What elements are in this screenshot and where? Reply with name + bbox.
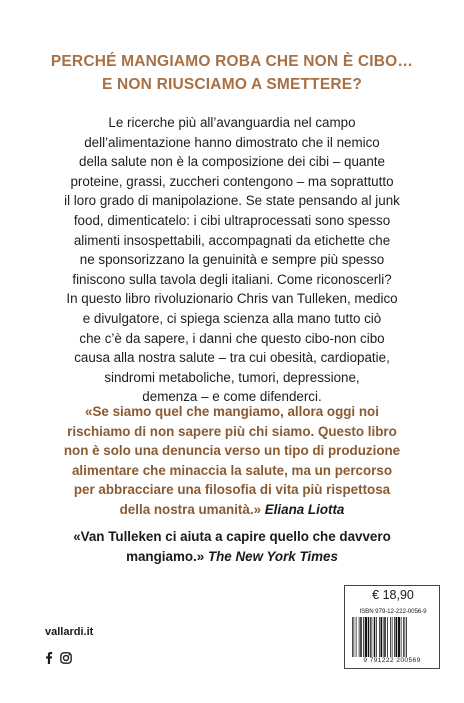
headline-line-1: PERCHÉ MANGIAMO ROBA CHE NON È CIBO… bbox=[50, 53, 414, 70]
quote-new-york-times bbox=[0, 527, 464, 566]
social-icons bbox=[45, 652, 72, 664]
quote-line-last bbox=[0, 547, 464, 567]
instagram-icon bbox=[60, 652, 72, 664]
quote-line: «Van Tulleken ci aiuta a capire quello che davvero bbox=[73, 529, 391, 544]
quote-line: alimentare che minaccia la salute, ma un percorso bbox=[71, 462, 393, 478]
blurb-line: e divulgatore, ci spiega scienza alla mano tutto ciò bbox=[82, 310, 382, 326]
facebook-icon bbox=[45, 652, 53, 664]
barcode-image bbox=[351, 617, 433, 657]
blurb-line: finiscono sulla tavola degli italiani. Come riconoscerli? bbox=[72, 271, 392, 287]
barcode-digits: 9 791222 200569 bbox=[363, 657, 421, 664]
quote-eliana-liotta bbox=[0, 402, 464, 519]
quote-line: «Se siamo quel che mangiamo, allora oggi noi bbox=[85, 404, 379, 419]
blurb-line: ne sponsorizzano la genuinità e sempre più spesso bbox=[79, 252, 385, 268]
quote-line: mangiamo.» bbox=[126, 548, 205, 564]
blurb-line: sindromi metaboliche, tumori, depressione, bbox=[104, 369, 360, 385]
blurb-line: il loro grado di manipolazione. Se state pensando al junk bbox=[64, 193, 400, 209]
blurb-line: della salute non è la composizione dei cibi – quante bbox=[79, 154, 385, 170]
blurb-line: causa alla nostra salute – tra cui obesità, cardiopatie, bbox=[74, 350, 390, 366]
quote-line: della nostra umanità.» bbox=[119, 501, 262, 517]
isbn-label: ISBN 979-12-222-0056-9 bbox=[359, 608, 427, 615]
blurb-line: food, dimenticatelo: i cibi ultraprocessati sono spesso bbox=[73, 212, 391, 228]
blurb-line: Le ricerche più all’avanguardia nel campo bbox=[108, 115, 356, 130]
price-label: € 18,90 bbox=[372, 588, 414, 602]
blurb-line: dell’alimentazione hanno dimostrato che il nemico bbox=[84, 134, 380, 150]
publisher-website: vallardi.it bbox=[45, 626, 94, 638]
quote-line: per abbracciare una filosofia di vita più rispettosa bbox=[73, 482, 391, 497]
blurb-line: proteine, grassi, zuccheri contengono – ma soprattutto bbox=[70, 173, 394, 189]
blurb-line: che c’è da sapere, i danni che questo cibo-non cibo bbox=[79, 330, 385, 346]
barcode-panel bbox=[344, 585, 440, 669]
quote-attribution: The New York Times bbox=[207, 548, 338, 564]
quote-attribution: Eliana Liotta bbox=[264, 501, 345, 517]
blurb-text bbox=[0, 113, 464, 407]
blurb-line: demenza – e come difenderci. bbox=[142, 389, 322, 405]
blurb-line: In questo libro rivoluzionario Chris van Tulleken, medico bbox=[66, 291, 398, 307]
headline-line-2: E NON RIUSCIAMO A SMETTERE? bbox=[101, 76, 362, 93]
quote-line: rischiamo di non sapere più chi siamo. Questo libro bbox=[67, 423, 397, 439]
headline bbox=[0, 50, 464, 96]
quote-line: non è solo una denuncia verso un tipo di produzione bbox=[63, 443, 401, 458]
blurb-line: alimenti insospettabili, accompagnati da etichette che bbox=[73, 232, 391, 248]
quote-line-last bbox=[0, 500, 464, 520]
